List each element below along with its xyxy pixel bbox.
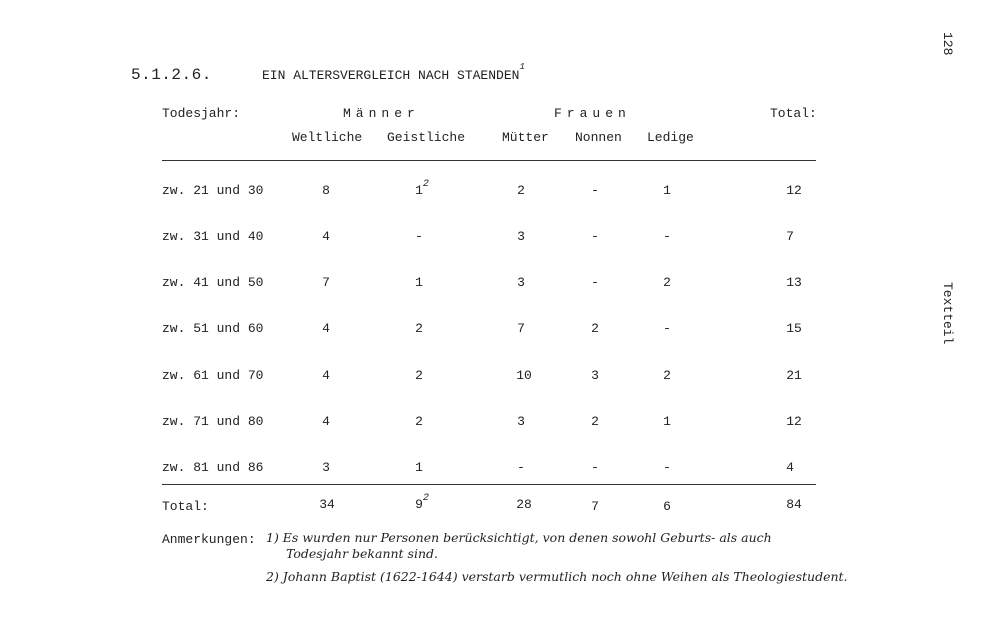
cell-weltliche: 4 bbox=[322, 414, 330, 429]
cell-ledige: - bbox=[663, 321, 671, 336]
total-muetter: 28 bbox=[516, 497, 532, 512]
cell-geistliche: - bbox=[415, 229, 423, 244]
title-footnote-marker: 1 bbox=[519, 62, 525, 72]
section-title-text: EIN ALTERSVERGLEICH NACH STAENDEN bbox=[262, 68, 520, 83]
cell-geistliche: 1 bbox=[415, 275, 423, 290]
total-geistliche bbox=[392, 493, 452, 512]
cell-weltliche: 8 bbox=[322, 183, 330, 198]
cell-ledige: 2 bbox=[663, 368, 671, 383]
row-label: zw. 51 und 60 bbox=[162, 321, 264, 336]
row-label: zw. 21 und 30 bbox=[162, 183, 264, 198]
column-header-muetter: Mütter bbox=[502, 130, 549, 145]
section-title bbox=[262, 62, 525, 83]
row-label: zw. 81 und 86 bbox=[162, 460, 264, 475]
row-label: zw. 71 und 80 bbox=[162, 414, 264, 429]
cell-muetter: 3 bbox=[517, 229, 525, 244]
cell-weltliche: 4 bbox=[322, 321, 330, 336]
group-header-women: Frauen bbox=[554, 106, 631, 121]
total-label: Total: bbox=[162, 499, 209, 514]
column-header-nonnen: Nonnen bbox=[575, 130, 622, 145]
cell-nonnen: 2 bbox=[591, 321, 599, 336]
total-ledige: 6 bbox=[663, 499, 671, 514]
cell-muetter: 3 bbox=[517, 414, 525, 429]
cell-muetter: 3 bbox=[517, 275, 525, 290]
total-geistliche-value: 9 bbox=[415, 497, 423, 512]
cell-nonnen: - bbox=[591, 183, 599, 198]
cell-geistliche bbox=[392, 179, 452, 198]
column-header-ledige: Ledige bbox=[647, 130, 694, 145]
total-total: 84 bbox=[786, 497, 802, 512]
section-number: 5.1.2.6. bbox=[131, 66, 212, 84]
cell-geistliche-value: 1 bbox=[415, 183, 423, 198]
group-header-men: Männer bbox=[343, 106, 420, 121]
total-weltliche: 34 bbox=[319, 497, 335, 512]
total-nonnen: 7 bbox=[591, 499, 599, 514]
cell-geistliche: 2 bbox=[415, 414, 423, 429]
cell-geistliche: 2 bbox=[415, 321, 423, 336]
cell-total: 12 bbox=[786, 414, 802, 429]
side-label: Textteil bbox=[940, 282, 955, 345]
cell-nonnen: - bbox=[591, 460, 599, 475]
cell-muetter: 10 bbox=[516, 368, 532, 383]
cell-total: 21 bbox=[786, 368, 802, 383]
page-number: 128 bbox=[940, 32, 955, 56]
cell-ledige: - bbox=[663, 460, 671, 475]
cell-total: 12 bbox=[786, 183, 802, 198]
column-header-weltliche: Weltliche bbox=[292, 130, 363, 145]
note-1-line-2: Todesjahr bekannt sind. bbox=[286, 546, 438, 561]
note-2: 2) Johann Baptist (1622-1644) verstarb vermutlich noch ohne Weihen als Theologiestudent. bbox=[266, 569, 848, 584]
cell-ledige: 1 bbox=[663, 414, 671, 429]
cell-muetter: - bbox=[517, 460, 525, 475]
header-rule bbox=[162, 160, 816, 161]
cell-total: 7 bbox=[786, 229, 794, 244]
row-label: zw. 41 und 50 bbox=[162, 275, 264, 290]
cell-weltliche: 7 bbox=[322, 275, 330, 290]
footnote-marker: 2 bbox=[422, 179, 429, 190]
row-label: zw. 61 und 70 bbox=[162, 368, 264, 383]
cell-total: 15 bbox=[786, 321, 802, 336]
cell-weltliche: 4 bbox=[322, 229, 330, 244]
footnote-marker: 2 bbox=[422, 493, 429, 504]
row-header: Todesjahr: bbox=[162, 106, 241, 121]
cell-ledige: 2 bbox=[663, 275, 671, 290]
column-header-geistliche: Geistliche bbox=[387, 130, 466, 145]
total-header: Total: bbox=[770, 106, 817, 121]
cell-geistliche: 1 bbox=[415, 460, 423, 475]
cell-ledige: 1 bbox=[663, 183, 671, 198]
cell-nonnen: 3 bbox=[591, 368, 599, 383]
cell-weltliche: 3 bbox=[322, 460, 330, 475]
cell-total: 13 bbox=[786, 275, 802, 290]
cell-muetter: 2 bbox=[517, 183, 525, 198]
note-1-line-1: 1) Es wurden nur Personen berücksichtigt, von denen sowohl Geburts- als auch bbox=[266, 530, 772, 545]
cell-geistliche: 2 bbox=[415, 368, 423, 383]
row-label: zw. 31 und 40 bbox=[162, 229, 264, 244]
cell-weltliche: 4 bbox=[322, 368, 330, 383]
cell-nonnen: - bbox=[591, 229, 599, 244]
cell-ledige: - bbox=[663, 229, 671, 244]
total-rule bbox=[162, 484, 816, 485]
notes-label: Anmerkungen: bbox=[162, 532, 256, 547]
cell-muetter: 7 bbox=[517, 321, 525, 336]
cell-nonnen: 2 bbox=[591, 414, 599, 429]
cell-total: 4 bbox=[786, 460, 794, 475]
cell-nonnen: - bbox=[591, 275, 599, 290]
